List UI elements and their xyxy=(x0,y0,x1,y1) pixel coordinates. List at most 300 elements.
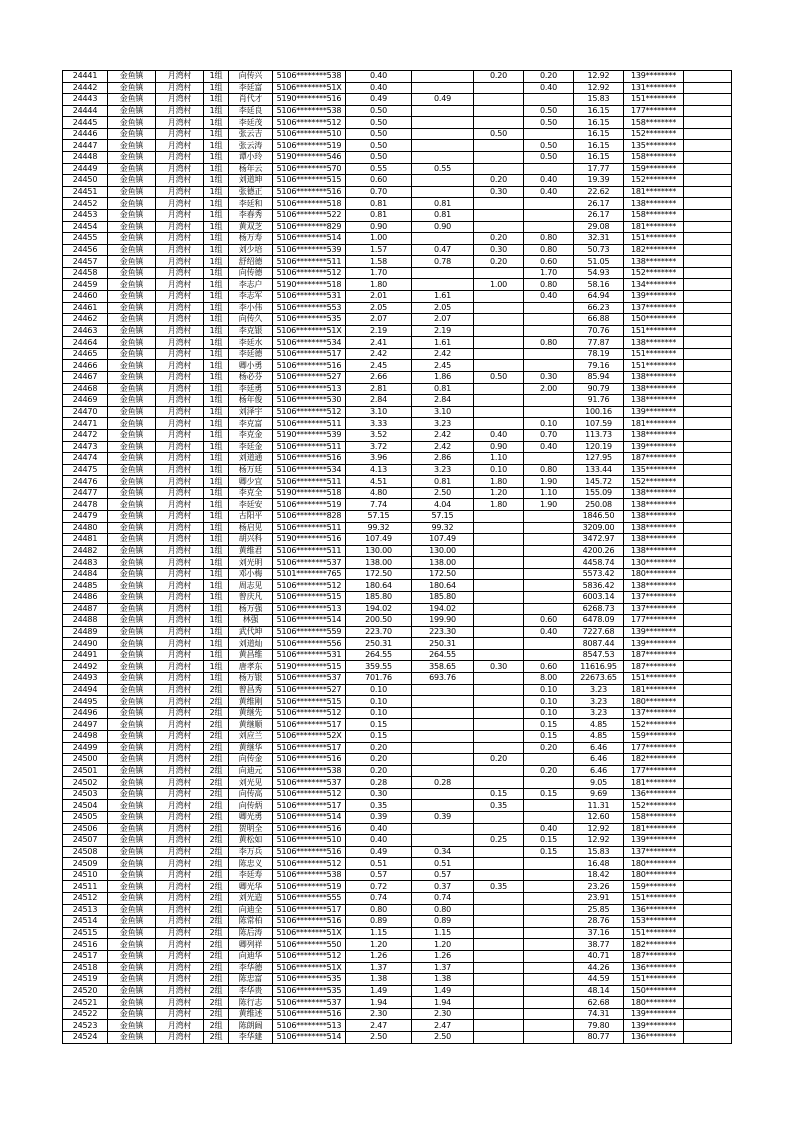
cell-value1: 0.72 xyxy=(346,881,412,893)
cell-group: 1组 xyxy=(204,534,229,546)
cell-value1: 2.30 xyxy=(346,1008,412,1020)
cell-group: 2组 xyxy=(204,916,229,928)
table-row xyxy=(63,545,732,557)
cell-town: 金鱼镇 xyxy=(108,568,156,580)
cell-value1: 0.55 xyxy=(346,163,412,175)
cell-empty xyxy=(684,603,732,615)
cell-value3 xyxy=(474,360,524,372)
cell-empty xyxy=(684,881,732,893)
cell-value4 xyxy=(524,974,574,986)
cell-masked-id: 5106********511 xyxy=(273,441,346,453)
cell-village: 月湾村 xyxy=(156,1008,204,1020)
table-row xyxy=(63,510,732,522)
cell-value3 xyxy=(474,719,524,731)
table-row xyxy=(63,927,732,939)
table-row xyxy=(63,1031,732,1043)
cell-serial: 24514 xyxy=(63,916,108,928)
cell-value4: 0.40 xyxy=(524,823,574,835)
cell-value2: 0.55 xyxy=(412,163,474,175)
cell-empty xyxy=(684,927,732,939)
cell-value4 xyxy=(524,638,574,650)
cell-village: 月湾村 xyxy=(156,893,204,905)
cell-value4 xyxy=(524,568,574,580)
cell-name: 向传久 xyxy=(229,314,273,326)
cell-value1: 7.74 xyxy=(346,499,412,511)
table-row xyxy=(63,360,732,372)
cell-total: 51.05 xyxy=(574,256,624,268)
cell-name: 向传金 xyxy=(229,754,273,766)
cell-value1: 1.57 xyxy=(346,244,412,256)
cell-group: 1组 xyxy=(204,522,229,534)
cell-group: 1组 xyxy=(204,94,229,106)
cell-serial: 24472 xyxy=(63,429,108,441)
table-row xyxy=(63,267,732,279)
cell-group: 2组 xyxy=(204,696,229,708)
cell-town: 金鱼镇 xyxy=(108,499,156,511)
cell-value1: 1.26 xyxy=(346,950,412,962)
cell-masked-phone: 139******** xyxy=(624,638,684,650)
cell-village: 月湾村 xyxy=(156,835,204,847)
cell-value1: 2.05 xyxy=(346,302,412,314)
cell-masked-phone: 177******** xyxy=(624,615,684,627)
cell-masked-phone: 138******** xyxy=(624,198,684,210)
cell-value2: 99.32 xyxy=(412,522,474,534)
cell-value2: 0.51 xyxy=(412,858,474,870)
cell-value1: 172.50 xyxy=(346,568,412,580)
cell-masked-id: 5106********553 xyxy=(273,302,346,314)
cell-group: 1组 xyxy=(204,395,229,407)
cell-value4: 2.00 xyxy=(524,383,574,395)
cell-total: 40.71 xyxy=(574,950,624,962)
cell-masked-phone: 187******** xyxy=(624,453,684,465)
cell-value3 xyxy=(474,916,524,928)
cell-group: 2组 xyxy=(204,858,229,870)
cell-name: 黄维刚 xyxy=(229,696,273,708)
cell-serial: 24480 xyxy=(63,522,108,534)
cell-name: 李华德 xyxy=(229,962,273,974)
cell-value3: 0.20 xyxy=(474,71,524,83)
cell-total: 78.19 xyxy=(574,348,624,360)
cell-value4 xyxy=(524,985,574,997)
cell-village: 月湾村 xyxy=(156,858,204,870)
cell-value3 xyxy=(474,950,524,962)
cell-village: 月湾村 xyxy=(156,950,204,962)
cell-value2: 0.81 xyxy=(412,198,474,210)
cell-serial: 24460 xyxy=(63,290,108,302)
cell-value4: 0.80 xyxy=(524,233,574,245)
cell-total: 17.77 xyxy=(574,163,624,175)
cell-total: 32.31 xyxy=(574,233,624,245)
cell-town: 金鱼镇 xyxy=(108,846,156,858)
cell-name: 陈忠富 xyxy=(229,974,273,986)
cell-masked-id: 5106********556 xyxy=(273,638,346,650)
cell-group: 1组 xyxy=(204,325,229,337)
cell-empty xyxy=(684,510,732,522)
cell-serial: 24516 xyxy=(63,939,108,951)
cell-value3 xyxy=(474,290,524,302)
cell-value3 xyxy=(474,395,524,407)
cell-masked-id: 5106********537 xyxy=(273,997,346,1009)
cell-masked-id: 5106********517 xyxy=(273,800,346,812)
cell-town: 金鱼镇 xyxy=(108,742,156,754)
cell-value3 xyxy=(474,545,524,557)
cell-value2: 2.42 xyxy=(412,441,474,453)
cell-value3 xyxy=(474,812,524,824)
cell-value4 xyxy=(524,997,574,1009)
cell-value4 xyxy=(524,939,574,951)
cell-name: 李廷安 xyxy=(229,499,273,511)
cell-value4 xyxy=(524,893,574,905)
cell-value3 xyxy=(474,198,524,210)
cell-group: 2组 xyxy=(204,1020,229,1032)
cell-total: 113.73 xyxy=(574,429,624,441)
cell-masked-phone: 151******** xyxy=(624,360,684,372)
cell-value2 xyxy=(412,696,474,708)
cell-masked-id: 5106********515 xyxy=(273,175,346,187)
cell-value2: 1.26 xyxy=(412,950,474,962)
cell-masked-id: 5190********546 xyxy=(273,152,346,164)
cell-total: 250.08 xyxy=(574,499,624,511)
cell-name: 李克银 xyxy=(229,325,273,337)
cell-empty xyxy=(684,163,732,175)
cell-value1: 0.20 xyxy=(346,754,412,766)
cell-group: 2组 xyxy=(204,684,229,696)
cell-value2: 693.76 xyxy=(412,673,474,685)
cell-value2: 2.84 xyxy=(412,395,474,407)
cell-value4 xyxy=(524,916,574,928)
cell-value4 xyxy=(524,314,574,326)
cell-village: 月湾村 xyxy=(156,1031,204,1043)
cell-empty xyxy=(684,360,732,372)
cell-value1: 1.70 xyxy=(346,267,412,279)
cell-masked-id: 5190********539 xyxy=(273,429,346,441)
table-row xyxy=(63,649,732,661)
cell-village: 月湾村 xyxy=(156,360,204,372)
cell-town: 金鱼镇 xyxy=(108,510,156,522)
cell-serial: 24463 xyxy=(63,325,108,337)
cell-name: 李廷良 xyxy=(229,105,273,117)
cell-serial: 24500 xyxy=(63,754,108,766)
cell-value1: 1.00 xyxy=(346,233,412,245)
table-row xyxy=(63,835,732,847)
cell-village: 月湾村 xyxy=(156,823,204,835)
cell-total: 3.23 xyxy=(574,696,624,708)
cell-total: 6.46 xyxy=(574,742,624,754)
cell-value4: 0.20 xyxy=(524,765,574,777)
cell-value1: 2.81 xyxy=(346,383,412,395)
cell-value4: 0.80 xyxy=(524,464,574,476)
cell-value1: 264.55 xyxy=(346,649,412,661)
cell-village: 月湾村 xyxy=(156,314,204,326)
cell-village: 月湾村 xyxy=(156,487,204,499)
cell-empty xyxy=(684,812,732,824)
cell-group: 1组 xyxy=(204,209,229,221)
cell-value3 xyxy=(474,696,524,708)
table-row xyxy=(63,673,732,685)
cell-masked-phone: 180******** xyxy=(624,858,684,870)
cell-village: 月湾村 xyxy=(156,175,204,187)
cell-empty xyxy=(684,684,732,696)
cell-total: 26.17 xyxy=(574,198,624,210)
table-row xyxy=(63,777,732,789)
cell-value3: 1.00 xyxy=(474,279,524,291)
cell-value1: 4.80 xyxy=(346,487,412,499)
table-row xyxy=(63,557,732,569)
cell-group: 1组 xyxy=(204,673,229,685)
cell-empty xyxy=(684,649,732,661)
cell-masked-id: 5106********516 xyxy=(273,1008,346,1020)
cell-value3 xyxy=(474,117,524,129)
cell-empty xyxy=(684,835,732,847)
cell-serial: 24487 xyxy=(63,603,108,615)
cell-group: 1组 xyxy=(204,348,229,360)
cell-value3 xyxy=(474,94,524,106)
cell-town: 金鱼镇 xyxy=(108,140,156,152)
table-row xyxy=(63,453,732,465)
cell-town: 金鱼镇 xyxy=(108,777,156,789)
cell-value4: 0.80 xyxy=(524,244,574,256)
cell-name: 舒绍德 xyxy=(229,256,273,268)
cell-total: 22673.65 xyxy=(574,673,624,685)
cell-value1: 0.30 xyxy=(346,788,412,800)
cell-value4 xyxy=(524,812,574,824)
cell-name: 黄继顺 xyxy=(229,719,273,731)
cell-value4 xyxy=(524,221,574,233)
cell-value1: 180.64 xyxy=(346,580,412,592)
table-row xyxy=(63,684,732,696)
cell-town: 金鱼镇 xyxy=(108,372,156,384)
cell-village: 月湾村 xyxy=(156,429,204,441)
cell-total: 1846.50 xyxy=(574,510,624,522)
cell-group: 1组 xyxy=(204,406,229,418)
cell-group: 1组 xyxy=(204,464,229,476)
cell-value3: 0.30 xyxy=(474,244,524,256)
cell-serial: 24475 xyxy=(63,464,108,476)
cell-serial: 24499 xyxy=(63,742,108,754)
cell-value4 xyxy=(524,302,574,314)
cell-value2: 3.10 xyxy=(412,406,474,418)
cell-total: 18.42 xyxy=(574,869,624,881)
table-row xyxy=(63,117,732,129)
cell-masked-phone: 137******** xyxy=(624,302,684,314)
cell-value2: 2.30 xyxy=(412,1008,474,1020)
cell-serial: 24470 xyxy=(63,406,108,418)
cell-empty xyxy=(684,348,732,360)
cell-village: 月湾村 xyxy=(156,765,204,777)
cell-serial: 24507 xyxy=(63,835,108,847)
cell-serial: 24442 xyxy=(63,82,108,94)
table-row xyxy=(63,233,732,245)
cell-name: 李廷水 xyxy=(229,337,273,349)
cell-masked-phone: 181******** xyxy=(624,418,684,430)
cell-value2: 1.37 xyxy=(412,962,474,974)
cell-total: 25.85 xyxy=(574,904,624,916)
cell-name: 陈常柏 xyxy=(229,916,273,928)
cell-serial: 24461 xyxy=(63,302,108,314)
cell-masked-phone: 139******** xyxy=(624,71,684,83)
cell-masked-phone: 136******** xyxy=(624,1031,684,1043)
cell-value4: 0.15 xyxy=(524,846,574,858)
cell-village: 月湾村 xyxy=(156,1020,204,1032)
cell-value1: 0.20 xyxy=(346,765,412,777)
cell-total: 7227.68 xyxy=(574,626,624,638)
cell-total: 19.39 xyxy=(574,175,624,187)
cell-town: 金鱼镇 xyxy=(108,244,156,256)
cell-group: 2组 xyxy=(204,869,229,881)
cell-total: 145.72 xyxy=(574,476,624,488)
cell-group: 1组 xyxy=(204,163,229,175)
cell-name: 周志见 xyxy=(229,580,273,592)
cell-masked-id: 5106********512 xyxy=(273,788,346,800)
table-row xyxy=(63,522,732,534)
cell-value2: 1.15 xyxy=(412,927,474,939)
cell-value4: 8.00 xyxy=(524,673,574,685)
cell-value1: 3.33 xyxy=(346,418,412,430)
cell-total: 70.76 xyxy=(574,325,624,337)
cell-empty xyxy=(684,846,732,858)
cell-masked-phone: 159******** xyxy=(624,730,684,742)
cell-town: 金鱼镇 xyxy=(108,163,156,175)
cell-town: 金鱼镇 xyxy=(108,233,156,245)
cell-value4: 0.10 xyxy=(524,684,574,696)
cell-masked-phone: 151******** xyxy=(624,94,684,106)
cell-serial: 24467 xyxy=(63,372,108,384)
cell-town: 金鱼镇 xyxy=(108,418,156,430)
cell-masked-id: 5106********534 xyxy=(273,337,346,349)
cell-value2: 194.02 xyxy=(412,603,474,615)
cell-town: 金鱼镇 xyxy=(108,82,156,94)
table-row xyxy=(63,256,732,268)
cell-value1: 107.49 xyxy=(346,534,412,546)
cell-empty xyxy=(684,661,732,673)
table-row xyxy=(63,916,732,928)
cell-value1: 3.52 xyxy=(346,429,412,441)
cell-value1: 130.00 xyxy=(346,545,412,557)
cell-masked-phone: 159******** xyxy=(624,881,684,893)
cell-empty xyxy=(684,418,732,430)
cell-masked-id: 5106********512 xyxy=(273,580,346,592)
cell-masked-id: 5106********538 xyxy=(273,105,346,117)
cell-value4: 0.40 xyxy=(524,290,574,302)
cell-masked-id: 5106********516 xyxy=(273,823,346,835)
cell-name: 黄昌维 xyxy=(229,649,273,661)
cell-value1: 1.37 xyxy=(346,962,412,974)
cell-group: 2组 xyxy=(204,835,229,847)
table-row xyxy=(63,788,732,800)
cell-total: 58.16 xyxy=(574,279,624,291)
cell-total: 12.92 xyxy=(574,71,624,83)
cell-town: 金鱼镇 xyxy=(108,337,156,349)
cell-total: 16.48 xyxy=(574,858,624,870)
cell-value1: 0.35 xyxy=(346,800,412,812)
table-row xyxy=(63,765,732,777)
cell-value3 xyxy=(474,314,524,326)
cell-town: 金鱼镇 xyxy=(108,673,156,685)
cell-empty xyxy=(684,476,732,488)
cell-value1: 0.40 xyxy=(346,82,412,94)
cell-village: 月湾村 xyxy=(156,545,204,557)
cell-name: 李廷金 xyxy=(229,441,273,453)
table-body xyxy=(63,71,732,1044)
cell-masked-id: 5106********514 xyxy=(273,1031,346,1043)
cell-group: 1组 xyxy=(204,290,229,302)
cell-value1: 0.50 xyxy=(346,105,412,117)
cell-empty xyxy=(684,453,732,465)
cell-value3: 0.20 xyxy=(474,256,524,268)
cell-total: 6.46 xyxy=(574,754,624,766)
cell-name: 杨年云 xyxy=(229,163,273,175)
cell-name: 向传兴 xyxy=(229,71,273,83)
cell-name: 张云涛 xyxy=(229,140,273,152)
cell-empty xyxy=(684,916,732,928)
cell-value2: 0.49 xyxy=(412,94,474,106)
cell-serial: 24513 xyxy=(63,904,108,916)
cell-group: 1组 xyxy=(204,302,229,314)
cell-total: 80.77 xyxy=(574,1031,624,1043)
cell-masked-phone: 151******** xyxy=(624,974,684,986)
cell-value2 xyxy=(412,684,474,696)
cell-serial: 24522 xyxy=(63,1008,108,1020)
cell-value2 xyxy=(412,186,474,198)
cell-serial: 24468 xyxy=(63,383,108,395)
cell-village: 月湾村 xyxy=(156,418,204,430)
cell-name: 黄维君 xyxy=(229,545,273,557)
cell-group: 1组 xyxy=(204,105,229,117)
cell-name: 黄维述 xyxy=(229,1008,273,1020)
cell-value3: 0.20 xyxy=(474,754,524,766)
table-row xyxy=(63,812,732,824)
cell-masked-id: 5106********535 xyxy=(273,974,346,986)
cell-village: 月湾村 xyxy=(156,939,204,951)
cell-total: 74.31 xyxy=(574,1008,624,1020)
cell-town: 金鱼镇 xyxy=(108,453,156,465)
cell-value2 xyxy=(412,82,474,94)
cell-value3 xyxy=(474,649,524,661)
cell-value1: 0.40 xyxy=(346,71,412,83)
cell-town: 金鱼镇 xyxy=(108,429,156,441)
cell-total: 133.44 xyxy=(574,464,624,476)
cell-town: 金鱼镇 xyxy=(108,198,156,210)
cell-value2: 2.45 xyxy=(412,360,474,372)
cell-empty xyxy=(684,128,732,140)
cell-empty xyxy=(684,696,732,708)
cell-masked-id: 5106********512 xyxy=(273,117,346,129)
cell-village: 月湾村 xyxy=(156,846,204,858)
cell-name: 卿少宜 xyxy=(229,476,273,488)
cell-value2: 2.50 xyxy=(412,487,474,499)
cell-name: 李志军 xyxy=(229,290,273,302)
cell-value1: 0.10 xyxy=(346,707,412,719)
cell-value2: 1.61 xyxy=(412,290,474,302)
cell-masked-phone: 137******** xyxy=(624,603,684,615)
cell-village: 月湾村 xyxy=(156,290,204,302)
cell-group: 2组 xyxy=(204,927,229,939)
cell-total: 66.23 xyxy=(574,302,624,314)
cell-name: 李克全 xyxy=(229,487,273,499)
cell-value3: 0.50 xyxy=(474,372,524,384)
cell-village: 月湾村 xyxy=(156,754,204,766)
cell-value4 xyxy=(524,1031,574,1043)
cell-value1: 4.13 xyxy=(346,464,412,476)
cell-value4: 0.40 xyxy=(524,175,574,187)
cell-total: 11616.95 xyxy=(574,661,624,673)
table-row xyxy=(63,302,732,314)
cell-value2: 185.80 xyxy=(412,592,474,604)
cell-total: 12.92 xyxy=(574,823,624,835)
cell-value1: 701.76 xyxy=(346,673,412,685)
cell-town: 金鱼镇 xyxy=(108,383,156,395)
cell-masked-id: 5106********516 xyxy=(273,754,346,766)
